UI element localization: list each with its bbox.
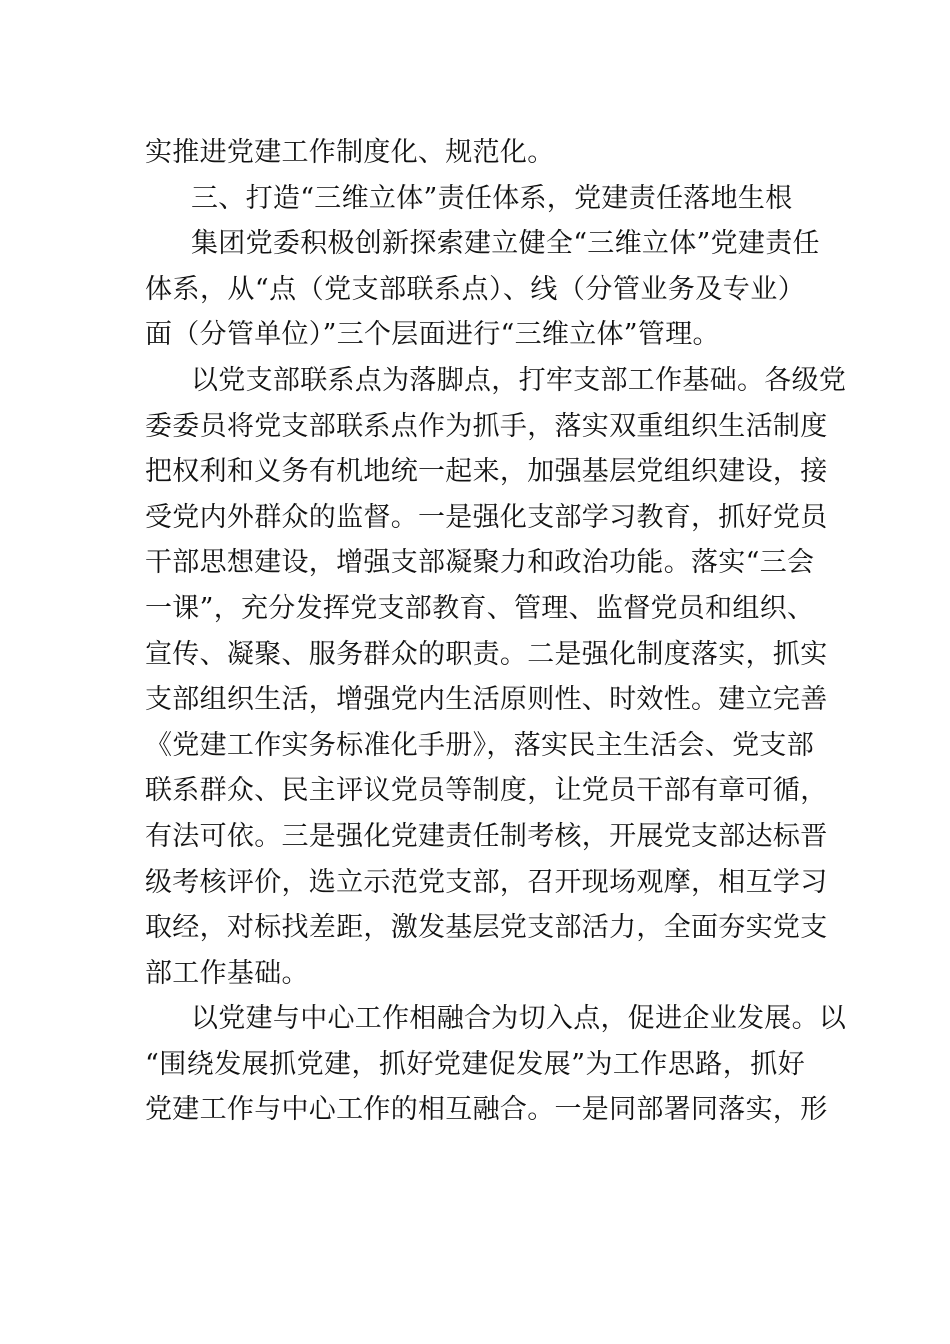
document-body bbox=[145, 130, 847, 1133]
text-line: 取经，对标找差距，激发基层党支部活力，全面夯实党支 bbox=[145, 912, 828, 944]
text-line: 支部组织生活，增强党内生活原则性、时效性。建立完善 bbox=[145, 684, 828, 716]
text-line: 受党内外群众的监督。一是强化支部学习教育，抓好党员 bbox=[145, 501, 828, 533]
text-line: 《党建工作实务标准化手册》，落实民主生活会、党支部 bbox=[145, 729, 814, 761]
text-line: 集团党委积极创新探索建立健全“三维立体”党建责任 bbox=[191, 228, 820, 260]
text-line: 级考核评价，选立示范党支部，召开现场观摩，相互学习 bbox=[145, 866, 828, 898]
text-line: “围绕发展抓党建，抓好党建促发展”为工作思路，抓好 bbox=[145, 1048, 805, 1080]
text-line: 部工作基础。 bbox=[145, 957, 309, 989]
text-line: 以党支部联系点为落脚点，打牢支部工作基础。各级党 bbox=[191, 364, 847, 396]
text-line: 有法可依。三是强化党建责任制考核，开展党支部达标晋 bbox=[145, 820, 828, 852]
text-line: 委委员将党支部联系点作为抓手，落实双重组织生活制度 bbox=[145, 410, 828, 442]
text-line: 面（分管单位）”三个层面进行“三维立体”管理。 bbox=[145, 319, 720, 351]
text-line: 干部思想建设，增强支部凝聚力和政治功能。落实“三会 bbox=[145, 547, 815, 579]
text-line: 党建工作与中心工作的相互融合。一是同部署同落实，形 bbox=[145, 1094, 828, 1126]
text-line: 宣传、凝聚、服务群众的职责。二是强化制度落实，抓实 bbox=[145, 638, 828, 670]
text-line: 把权利和义务有机地统一起来，加强基层党组织建设，接 bbox=[145, 456, 828, 488]
text-line: 体系，从“点（党支部联系点）、线（分管业务及专业） bbox=[145, 273, 805, 305]
text-line: 三、打造“三维立体”责任体系，党建责任落地生根 bbox=[191, 182, 793, 214]
text-line: 实推进党建工作制度化、规范化。 bbox=[145, 137, 555, 168]
text-line: 一课”，充分发挥党支部教育、管理、监督党员和组织、 bbox=[145, 592, 815, 624]
text-line: 联系群众、民主评议党员等制度，让党员干部有章可循， bbox=[145, 775, 828, 807]
text-line: 以党建与中心工作相融合为切入点，促进企业发展。以 bbox=[191, 1003, 847, 1035]
